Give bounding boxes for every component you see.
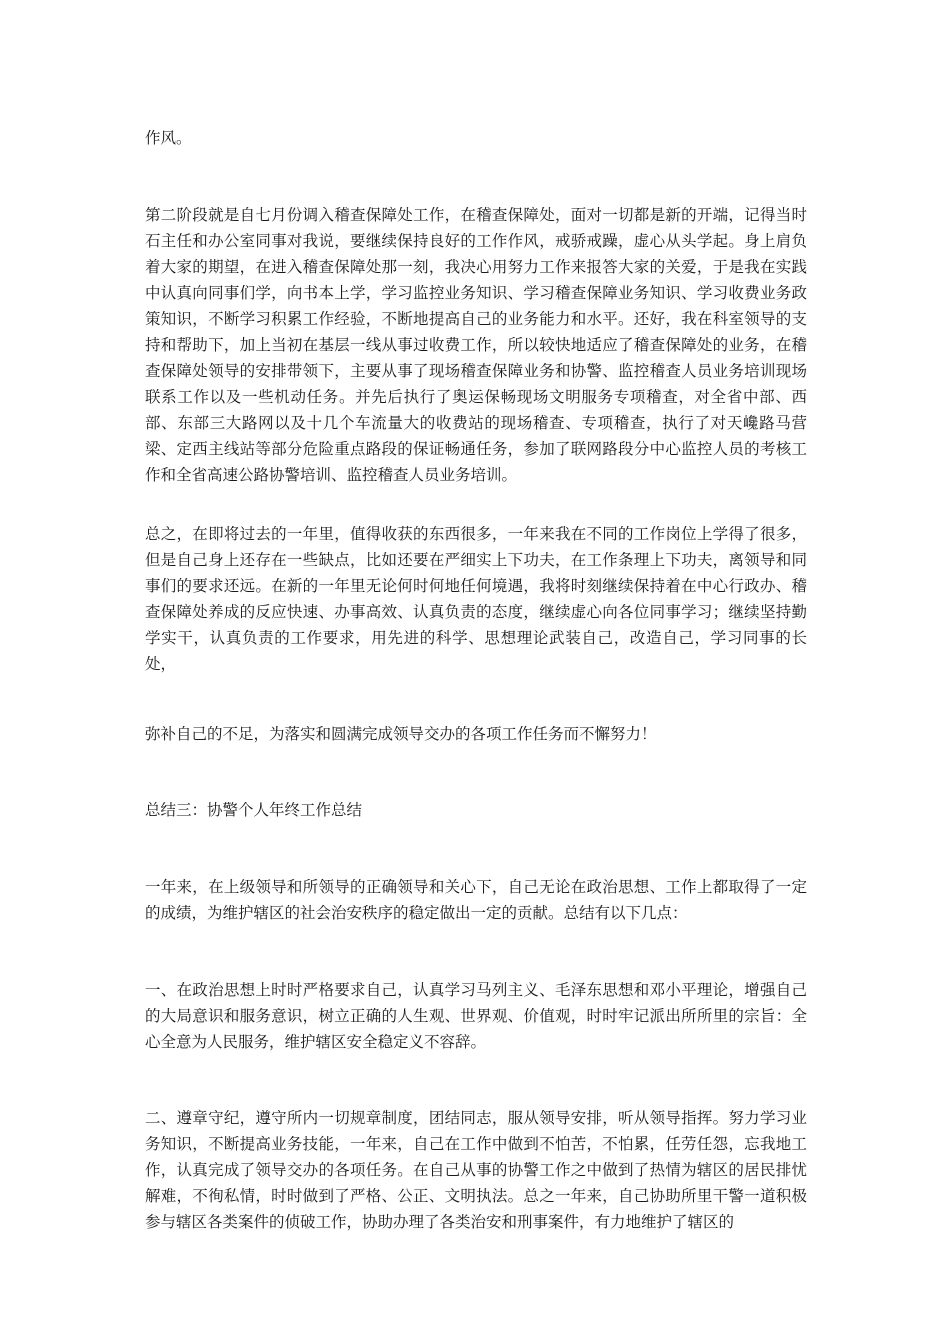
paragraph-7: 二、遵章守纪，遵守所内一切规章制度，团结同志，服从领导安排，听从领导指挥。努力学习业务知识，不断提高业务技能，一年来，自己在工作中做到不怕苦，不怕累，任劳任怨，忘我地工作，认真完成了领导交办的各项任务。在自己从事的协警工作之中做到了热情为辖区的居民排忧解难，不徇私情，时时做到了严格、公正、文明执法。总之一年来，自己协助所里干警一道积极参与辖区各类案件的侦破工作，协助办理了各类治安和刑事案件，有力地维护了辖区的 [145,1109,807,1231]
section-heading: 总结三：协警个人年终工作总结 [145,801,363,819]
paragraph-1: 作风。 [145,129,192,147]
paragraph-3: 总之，在即将过去的一年里，值得收获的东西很多，一年来我在不同的工作岗位上学得了很多，但是自己身上还存在一些缺点，比如还要在严细实上下功夫，在工作条理上下功夫，离领导和同事们的要求还远。在新的一年里无论何时何地任何境遇，我将时刻继续保持着在中心行政办、稽查保障处养成的反应快速、办事高效、认真负责的态度，继续虚心向各位同事学习；继续坚持勤学实干，认真负责的工作要求，用先进的科学、思想理论武装自己，改造自己，学习同事的长处， [145,525,807,673]
paragraph-6: 一、在政治思想上时时严格要求自己，认真学习马列主义、毛泽东思想和邓小平理论，增强自己的大局意识和服务意识，树立正确的人生观、世界观、价值观，时时牢记派出所所里的宗旨：全心全意为人民服务，维护辖区安全稳定义不容辞。 [145,981,807,1051]
paragraph-5: 一年来，在上级领导和所领导的正确领导和关心下，自己无论在政治思想、工作上都取得了一定的成绩，为维护辖区的社会治安秩序的稳定做出一定的贡献。总结有以下几点： [145,878,807,922]
paragraph-4: 弥补自己的不足，为落实和圆满完成领导交办的各项工作任务而不懈努力！ [145,725,657,743]
paragraph-2: 第二阶段就是自七月份调入稽查保障处工作，在稽查保障处，面对一切都是新的开端，记得当时石主任和办公室同事对我说，要继续保持良好的工作作风，戒骄戒躁，虚心从头学起。身上肩负着大家的期望，在进入稽查保障处那一刻，我决心用努力工作来报答大家的关爱，于是我在实践中认真向同事们学，向书本上学，学习监控业务知识、学习稽查保障业务知识、学习收费业务政策知识，不断学习积累工作经验，不断地提高自己的业务能力和水平。还好，我在科室领导的支持和帮助下，加上当初在基层一线从事过收费工作，所以较快地适应了稽查保障处的业务，在稽查保障处领导的安排带领下，主要从事了现场稽查保障业务和协警、监控稽查人员业务培训现场联系工作以及一些机动任务。并先后执行了奥运保畅现场文明服务专项稽查，对全省中部、西部、东部三大路网以及十几个车流量大的收费站的现场稽查、专项稽查，执行了对天巉路马营梁、定西主线站等部分危险重点路段的保证畅通任务，参加了联网路段分中心监控人员的考核工作和全省高速公路协警培训、监控稽查人员业务培训。 [145,206,807,484]
